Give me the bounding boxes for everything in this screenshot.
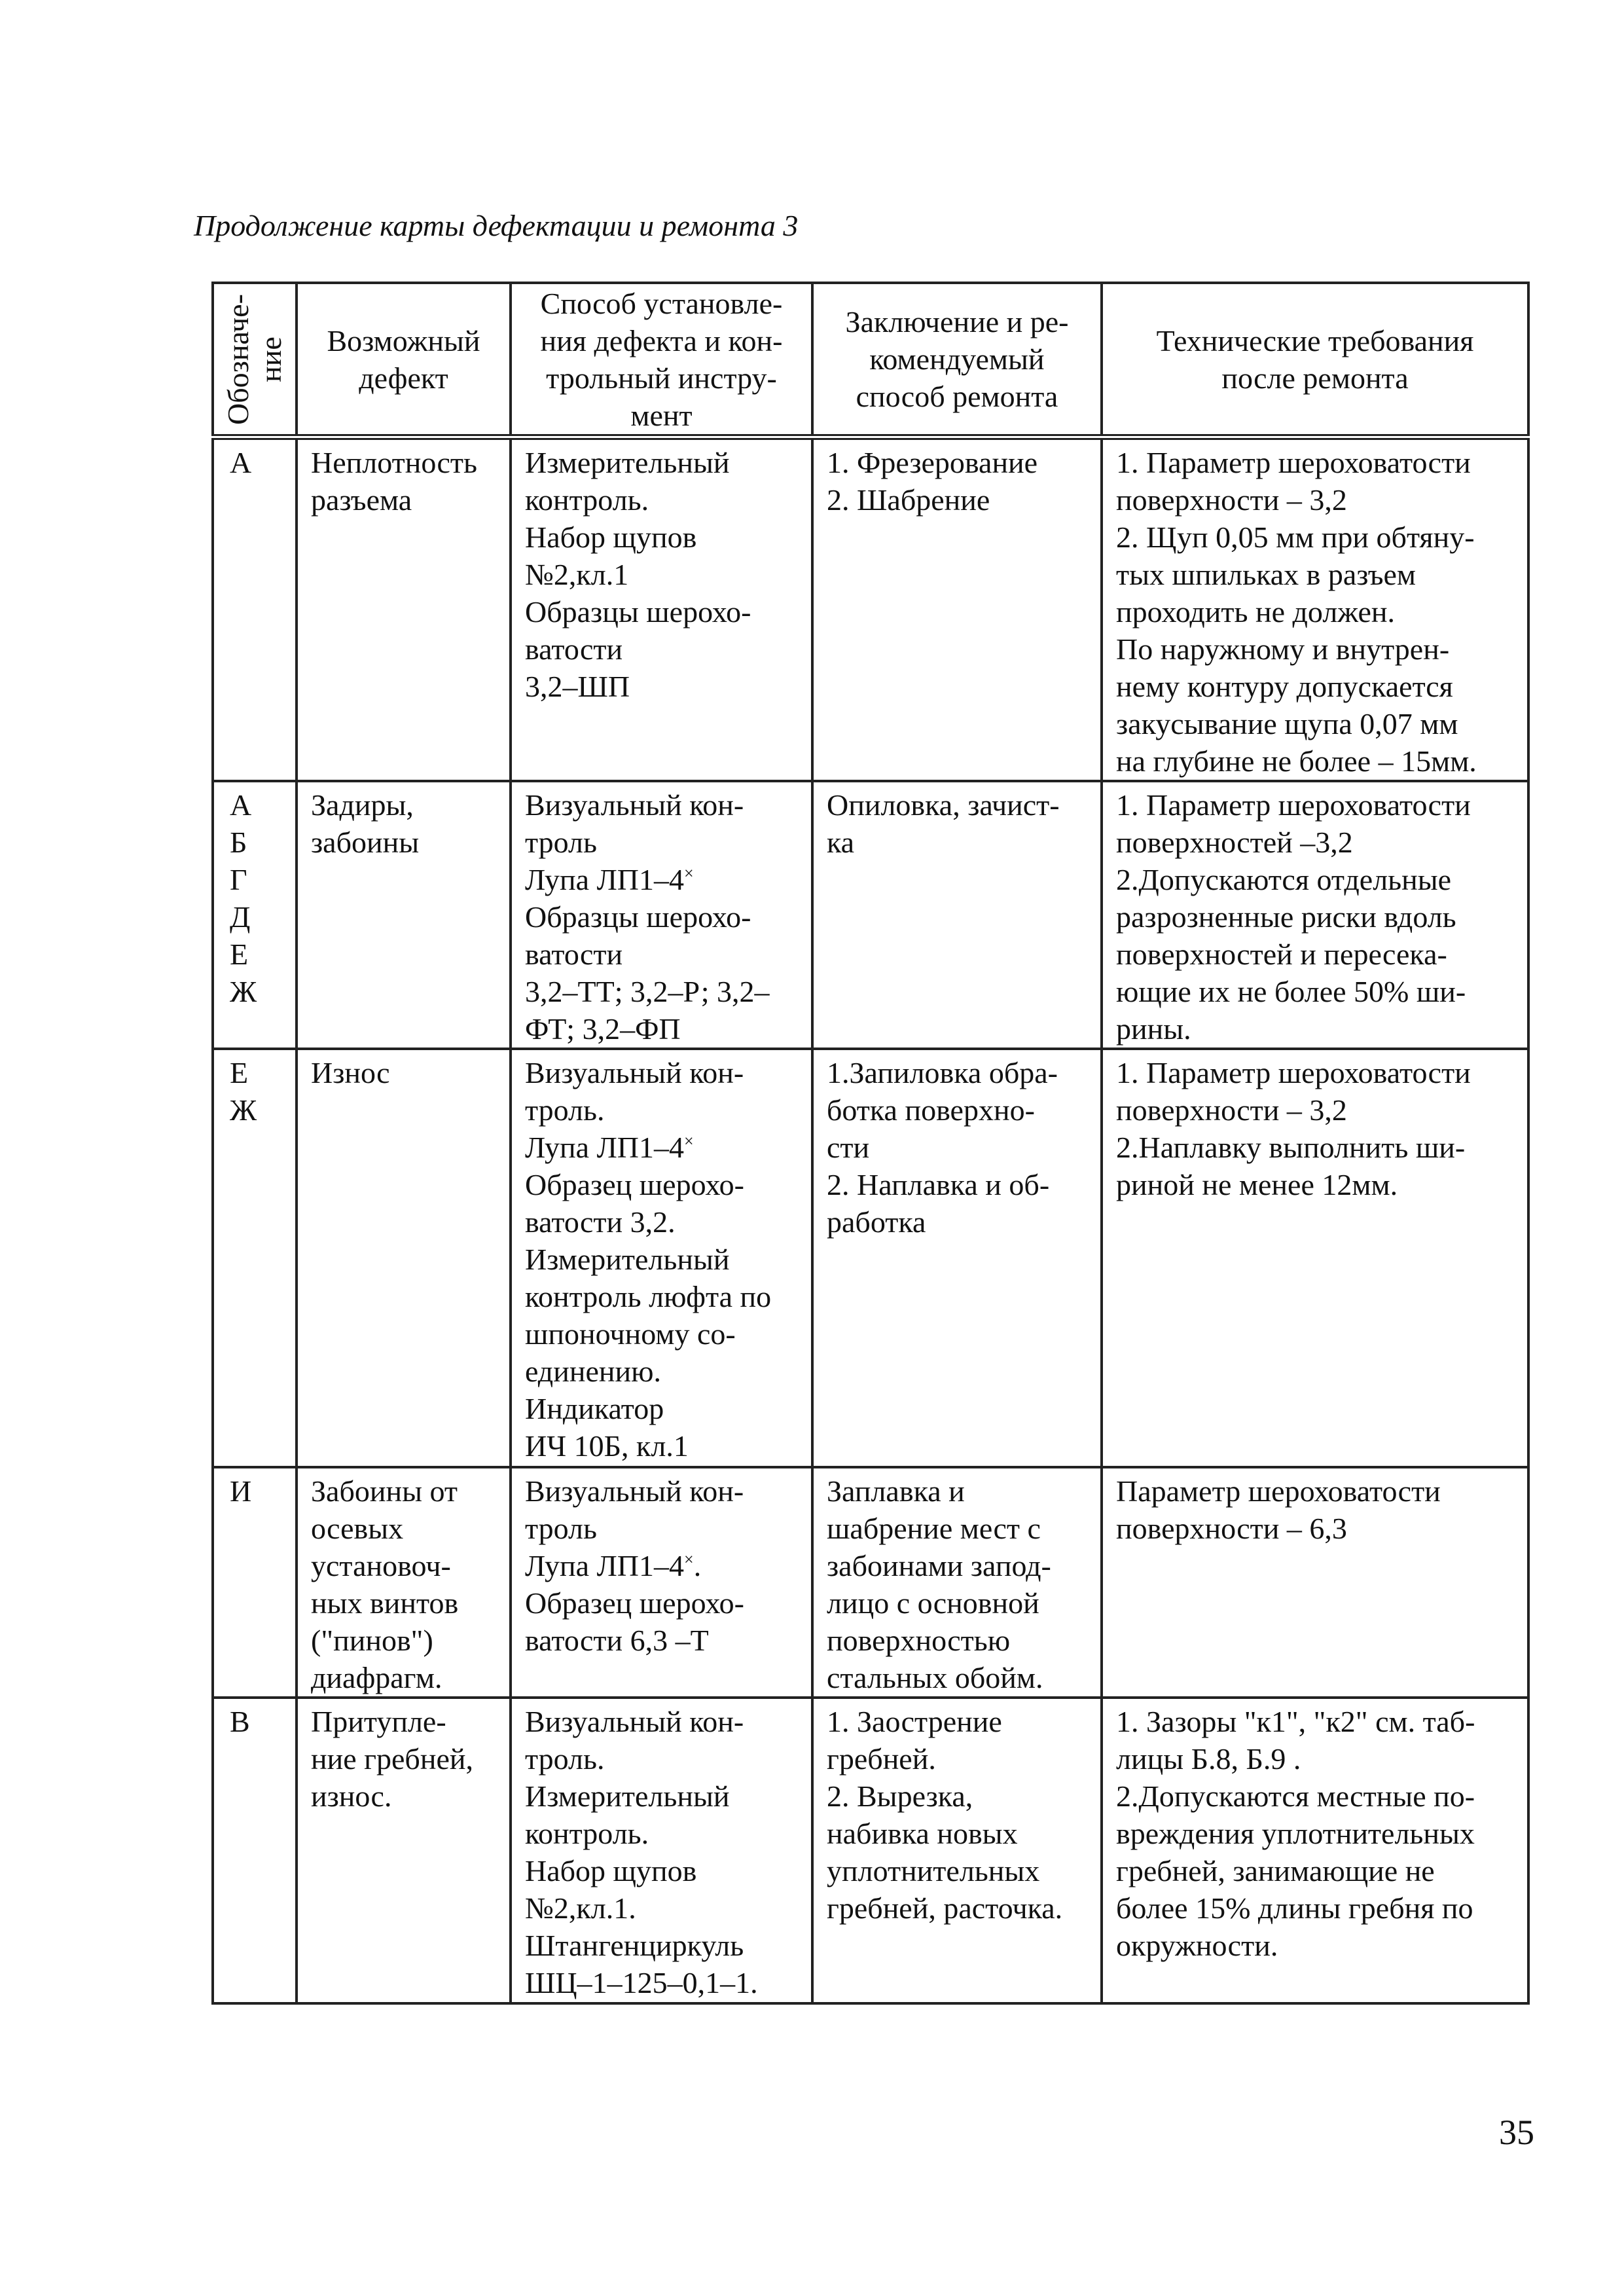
superscript-mark: × bbox=[684, 864, 694, 883]
cell-line: дефект bbox=[359, 361, 448, 395]
cell-line: проходить не должен. bbox=[1116, 595, 1395, 629]
cell-line: Притупле- bbox=[311, 1705, 446, 1738]
cell-mark bbox=[213, 437, 297, 782]
cell-line: Е bbox=[230, 938, 249, 971]
cell-line: Образцы шерохо- bbox=[525, 900, 751, 934]
table-row bbox=[213, 781, 1528, 1049]
cell-line: ние гребней, bbox=[311, 1742, 473, 1776]
cell-conclusion bbox=[812, 1698, 1102, 2003]
cell-line: Забоины от bbox=[311, 1474, 458, 1508]
cell-requirements bbox=[1102, 1467, 1528, 1698]
cell-line: забоинами запод- bbox=[827, 1549, 1051, 1582]
cell-line: Лупа ЛП1–4× bbox=[525, 863, 694, 896]
cell-line: риной не менее 12мм. bbox=[1116, 1168, 1398, 1201]
superscript-mark: × bbox=[684, 1131, 694, 1151]
cell-line: ботка поверхно- bbox=[827, 1093, 1035, 1127]
superscript-mark: × bbox=[684, 1550, 694, 1569]
cell-conclusion bbox=[812, 437, 1102, 782]
cell-line: Износ bbox=[311, 1056, 390, 1089]
cell-line: стальных обойм. bbox=[827, 1661, 1043, 1694]
cell-line: троль bbox=[525, 826, 597, 859]
cell-line: Визуальный кон- bbox=[525, 1474, 744, 1508]
header-requirements bbox=[1102, 283, 1528, 437]
cell-line: По наружному и внутрен- bbox=[1116, 632, 1450, 666]
cell-line: мент bbox=[630, 398, 693, 432]
cell-line: лицо с основной bbox=[827, 1586, 1039, 1620]
cell-line: Опиловка, зачист- bbox=[827, 788, 1060, 822]
cell-line: Параметр шероховатости bbox=[1116, 1474, 1441, 1508]
cell-conclusion bbox=[812, 1049, 1102, 1467]
cell-line: 2.Допускаются местные по- bbox=[1116, 1779, 1475, 1813]
cell-line: износ. bbox=[311, 1779, 392, 1813]
cell-line: сти bbox=[827, 1131, 870, 1164]
cell-line: Визуальный кон- bbox=[525, 1705, 744, 1738]
cell-line: после ремонта bbox=[1221, 361, 1409, 395]
cell-line: шабрение мест с bbox=[827, 1512, 1041, 1545]
cell-line: Ж bbox=[230, 1093, 257, 1127]
cell-line: диафрагм. bbox=[311, 1661, 442, 1694]
trailing-period: . bbox=[693, 1549, 702, 1582]
cell-line: вреждения уплотнительных bbox=[1116, 1817, 1475, 1850]
header-mark bbox=[213, 283, 297, 437]
cell-requirements bbox=[1102, 1698, 1528, 2003]
cell-line: 2.Наплавку выполнить ши- bbox=[1116, 1131, 1466, 1164]
table-row bbox=[213, 437, 1528, 782]
cell-line: Способ установле- bbox=[540, 286, 783, 320]
cell-line: Образец шерохо- bbox=[525, 1168, 745, 1201]
cell-line: троль. bbox=[525, 1093, 605, 1127]
cell-line: единению. bbox=[525, 1355, 661, 1388]
cell-line: Набор щупов bbox=[525, 520, 697, 554]
cell-line: Заключение и ре- bbox=[845, 305, 1069, 338]
cell-line: осевых bbox=[311, 1512, 404, 1545]
cell-line: контроль люфта по bbox=[525, 1280, 772, 1313]
cell-line: гребней. bbox=[827, 1742, 936, 1776]
cell-requirements bbox=[1102, 437, 1528, 782]
cell-line: поверхностей –3,2 bbox=[1116, 826, 1353, 859]
cell-line: рины. bbox=[1116, 1012, 1191, 1046]
cell-defect bbox=[297, 437, 511, 782]
cell-line: ющие их не более 50% ши- bbox=[1116, 975, 1466, 1008]
cell-line: закусывание щупа 0,07 мм bbox=[1116, 707, 1458, 740]
cell-line: 2. Вырезка, bbox=[827, 1779, 973, 1813]
cell-line: Технические требования bbox=[1156, 323, 1474, 357]
cell-line: Лупа ЛП1–4×. bbox=[525, 1549, 702, 1582]
cell-line: ШЦ–1–125–0,1–1. bbox=[525, 1966, 758, 1999]
table-row bbox=[213, 1698, 1528, 2003]
cell-line: забоины bbox=[311, 826, 420, 859]
cell-line: установоч- bbox=[311, 1549, 451, 1582]
cell-line: ватости 3,2. bbox=[525, 1205, 676, 1239]
cell-method bbox=[511, 1467, 812, 1698]
cell-line: Измерительный bbox=[525, 446, 730, 479]
cell-line: разрозненные риски вдоль bbox=[1116, 900, 1456, 934]
cell-line: ватости bbox=[525, 938, 623, 971]
page-number: 35 bbox=[1499, 2113, 1534, 2152]
cell-line: контроль. bbox=[525, 483, 649, 517]
cell-line: Измерительный bbox=[525, 1243, 730, 1276]
cell-line: набивка новых bbox=[827, 1817, 1018, 1850]
cell-line: ние bbox=[254, 336, 287, 382]
cell-line: троль. bbox=[525, 1742, 605, 1776]
cell-line: Б bbox=[230, 826, 247, 859]
cell-line: тых шпильках в разъем bbox=[1116, 558, 1416, 591]
cell-line: Образец шерохо- bbox=[525, 1586, 745, 1620]
cell-conclusion bbox=[812, 781, 1102, 1049]
cell-line: 3,2–ТТ; 3,2–Р; 3,2– bbox=[525, 975, 770, 1008]
cell-line: комендуемый bbox=[869, 342, 1045, 376]
cell-line: Индикатор bbox=[525, 1392, 664, 1425]
cell-line: В bbox=[230, 1705, 250, 1738]
cell-line: поверхностей и пересека- bbox=[1116, 938, 1447, 971]
cell-line: Обозначе- bbox=[221, 293, 255, 425]
cell-line: Визуальный кон- bbox=[525, 788, 744, 822]
cell-line: И bbox=[230, 1474, 252, 1508]
cell-line: троль bbox=[525, 1512, 597, 1545]
cell-line: поверхностью bbox=[827, 1624, 1011, 1657]
header-mark-text bbox=[222, 285, 287, 433]
cell-defect bbox=[297, 1467, 511, 1698]
cell-line: 1. Параметр шероховатости bbox=[1116, 446, 1471, 479]
cell-line: на глубине не более – 15мм. bbox=[1116, 744, 1477, 778]
cell-line: №2,кл.1. bbox=[525, 1891, 636, 1925]
cell-line: Измерительный bbox=[525, 1779, 730, 1813]
cell-line: гребней, расточка. bbox=[827, 1891, 1063, 1925]
cell-line: контроль. bbox=[525, 1817, 649, 1850]
cell-defect bbox=[297, 1698, 511, 2003]
cell-line: 2.Допускаются отдельные bbox=[1116, 863, 1452, 896]
cell-line: 3,2–ШП bbox=[525, 670, 630, 703]
cell-line: шпоночному со- bbox=[525, 1317, 736, 1351]
header-conclusion bbox=[812, 283, 1102, 437]
cell-line: нему контуру допускается bbox=[1116, 670, 1453, 703]
cell-line: гребней, занимающие не bbox=[1116, 1854, 1435, 1887]
cell-line: 1. Заострение bbox=[827, 1705, 1002, 1738]
cell-line: ФТ; 3,2–ФП bbox=[525, 1012, 681, 1046]
cell-line: окружности. bbox=[1116, 1929, 1278, 1962]
cell-line: Ж bbox=[230, 975, 257, 1008]
cell-method bbox=[511, 1698, 812, 2003]
cell-line: 1. Параметр шероховатости bbox=[1116, 788, 1471, 822]
cell-line: 2. Наплавка и об- bbox=[827, 1168, 1050, 1201]
cell-defect bbox=[297, 781, 511, 1049]
cell-line: Неплотность bbox=[311, 446, 477, 479]
cell-line: А bbox=[230, 446, 252, 479]
cell-line: 1. Зазоры "к1", "к2" см. таб- bbox=[1116, 1705, 1475, 1738]
cell-line: ных винтов bbox=[311, 1586, 459, 1620]
cell-line: 2. Шабрение bbox=[827, 483, 990, 517]
cell-mark bbox=[213, 1698, 297, 2003]
cell-mark bbox=[213, 1049, 297, 1467]
cell-line: разъема bbox=[311, 483, 412, 517]
cell-line: ка bbox=[827, 826, 855, 859]
cell-method bbox=[511, 1049, 812, 1467]
cell-line: ИЧ 10Б, кл.1 bbox=[525, 1429, 689, 1463]
cell-line: Лупа ЛП1–4× bbox=[525, 1131, 694, 1164]
cell-line: лицы Б.8, Б.9 . bbox=[1116, 1742, 1301, 1776]
table-header-row bbox=[213, 283, 1528, 437]
cell-line: Образцы шерохо- bbox=[525, 595, 751, 629]
cell-line: 2. Щуп 0,05 мм при обтяну- bbox=[1116, 520, 1475, 554]
cell-method bbox=[511, 781, 812, 1049]
cell-line: 1. Фрезерование bbox=[827, 446, 1038, 479]
cell-line: работка bbox=[827, 1205, 926, 1239]
cell-line: А bbox=[230, 788, 252, 822]
cell-method bbox=[511, 437, 812, 782]
cell-line: поверхности – 6,3 bbox=[1116, 1512, 1347, 1545]
header-defect bbox=[297, 283, 511, 437]
table-row bbox=[213, 1049, 1528, 1467]
cell-line: ватости bbox=[525, 632, 623, 666]
header-method bbox=[511, 283, 812, 437]
table-row bbox=[213, 1467, 1528, 1698]
table-caption: Продолжение карты дефектации и ремонта 3 bbox=[194, 209, 799, 242]
cell-line: Визуальный кон- bbox=[525, 1056, 744, 1089]
cell-requirements bbox=[1102, 1049, 1528, 1467]
cell-line: Д bbox=[230, 900, 251, 934]
cell-mark bbox=[213, 781, 297, 1049]
cell-line: уплотнительных bbox=[827, 1854, 1040, 1887]
cell-line: Г bbox=[230, 863, 247, 896]
cell-line: поверхности – 3,2 bbox=[1116, 1093, 1347, 1127]
cell-line: ватости 6,3 –Т bbox=[525, 1624, 709, 1657]
cell-line: Заплавка и bbox=[827, 1474, 965, 1508]
cell-defect bbox=[297, 1049, 511, 1467]
defect-repair-table bbox=[211, 282, 1530, 2005]
cell-line: Набор щупов bbox=[525, 1854, 697, 1887]
cell-line: трольный инстру- bbox=[546, 361, 777, 395]
cell-line: №2,кл.1 bbox=[525, 558, 629, 591]
cell-line: 1.Запиловка обра- bbox=[827, 1056, 1058, 1089]
cell-line: 1. Параметр шероховатости bbox=[1116, 1056, 1471, 1089]
cell-conclusion bbox=[812, 1467, 1102, 1698]
cell-line: ("пинов") bbox=[311, 1624, 433, 1657]
cell-mark bbox=[213, 1467, 297, 1698]
cell-line: Штангенциркуль bbox=[525, 1929, 744, 1962]
cell-line: Задиры, bbox=[311, 788, 414, 822]
cell-line: поверхности – 3,2 bbox=[1116, 483, 1347, 517]
cell-line: способ ремонта bbox=[856, 380, 1058, 413]
cell-line: ния дефекта и кон- bbox=[540, 323, 783, 357]
cell-requirements bbox=[1102, 781, 1528, 1049]
cell-line: Е bbox=[230, 1056, 249, 1089]
cell-line: более 15% длины гребня по bbox=[1116, 1891, 1473, 1925]
cell-line: Возможный bbox=[327, 323, 480, 357]
